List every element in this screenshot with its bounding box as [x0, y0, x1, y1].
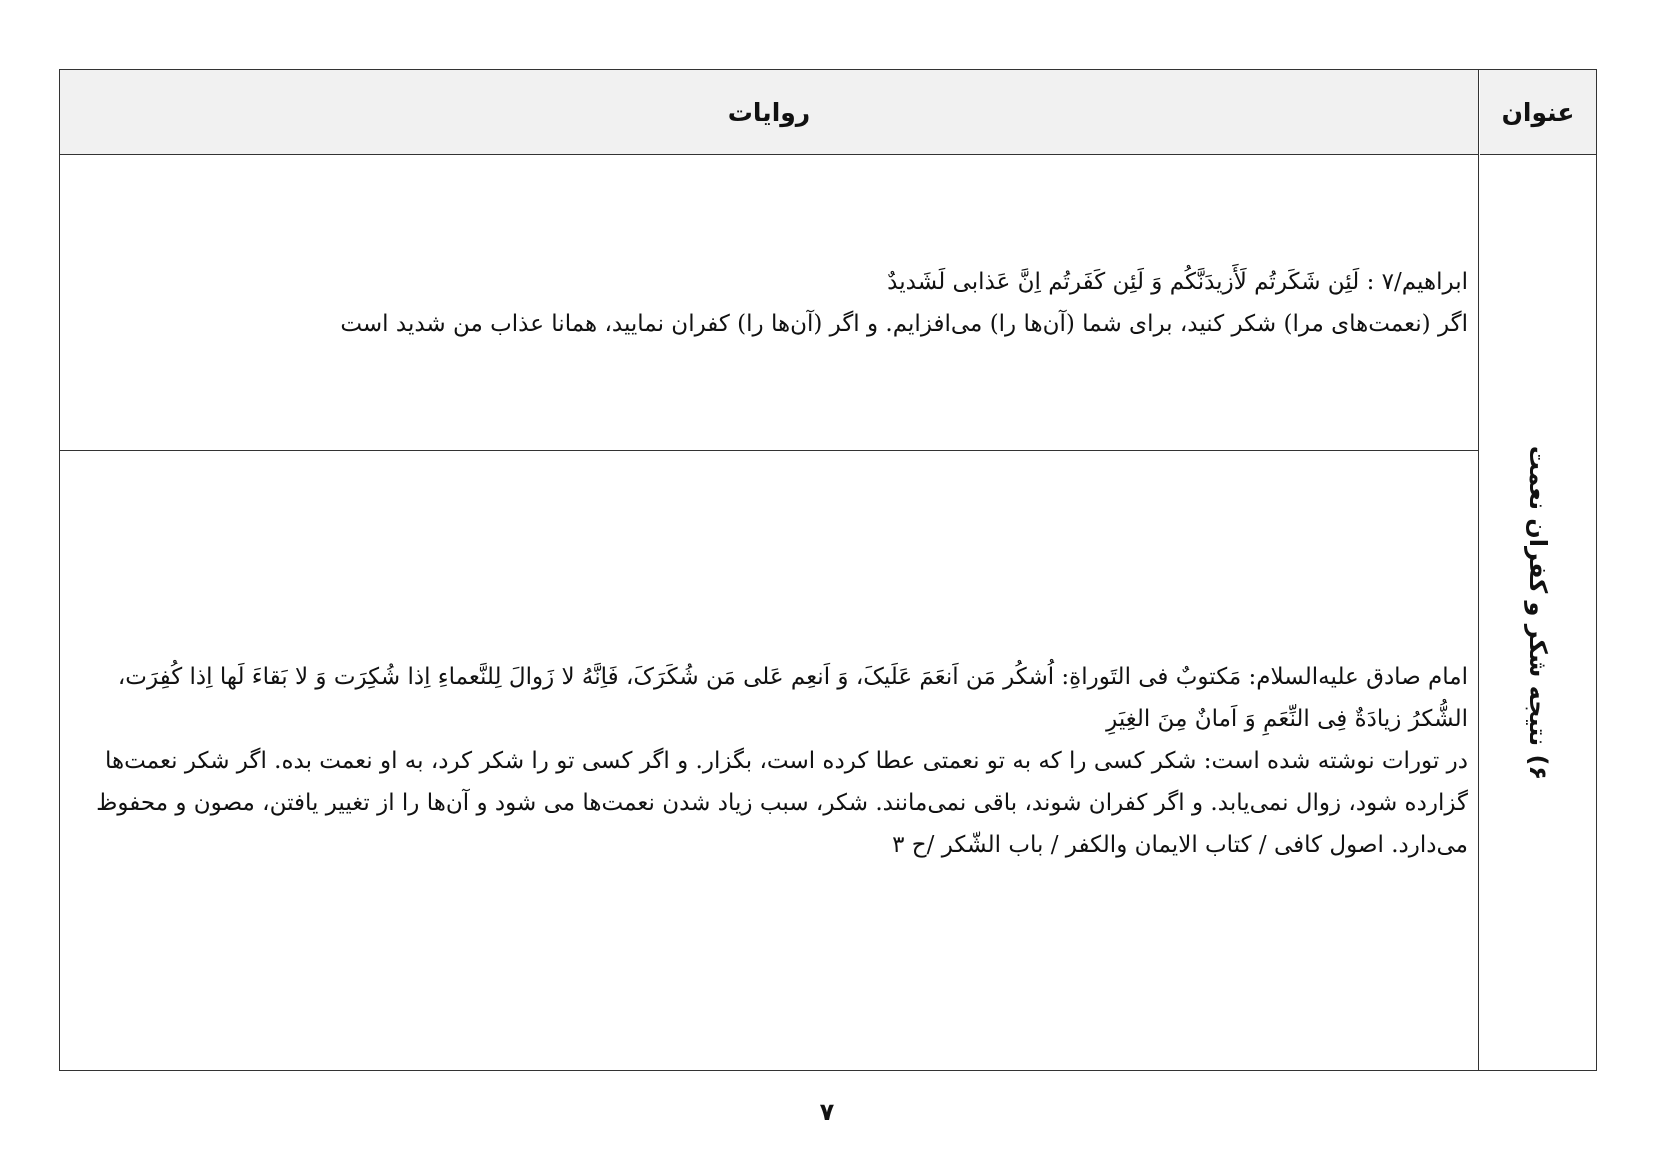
narration-1-text [76, 261, 1468, 345]
narration-row-2 [60, 451, 1478, 1070]
narration-2-arabic: امام صادق علیه‌السلام: مَکتوبٌ فی التَوراةِ: اُشکُر مَن اَنعَمَ عَلَیکَ، وَ اَنعِم عَلی مَن شُکَرَکَ، فَاِنَّهُ لا زَوالَ لِلنَّعماءِ اِذا شُکِرَت وَ لا بَقاءَ لَها اِذا کُفِرَت، الشُّکرُ زیادَةٌ فِی النِّعَمِ وَ اَمانٌ مِنَ الغِیَرِ [117, 663, 1468, 732]
section-title-cell [1480, 155, 1596, 1070]
narration-2-translation: در تورات نوشته شده است: شکر کسی را که به تو نعمتی عطا کرده است، بگزار. و اگر کسی تو را شکر کرد، به او نعمت بده. اگر شکر نعمت‌ها گزارده شود، زوال نمی‌یابد. و اگر کفران شوند، باقی نمی‌مانند. شکر، سبب زیاد شدن نعمت‌ها می شود و آن‌ها را از تغییر یافتن، مصون و محفوظ می‌دارد. اصول کافی / کتاب الایمان والکفر / باب الشّکر /ح ۳ [96, 747, 1468, 858]
narrations-table [59, 69, 1597, 1071]
narration-1-translation: اگر (نعمت‌های مرا) شکر کنید، برای شما (آن‌ها را) می‌افزایم. و اگر (آن‌ها را) کفران نمایید، همانا عذاب من شدید است [340, 310, 1468, 337]
page-number: ۷ [819, 1098, 835, 1126]
header-title: عنوان [1480, 70, 1596, 155]
narration-1-arabic: ابراهیم/۷ : لَئِن شَکَرتُم لَأَزیدَنَّکُم وَ لَئِن کَفَرتُم اِنَّ عَذابی لَشَدیدٌ [887, 268, 1468, 295]
narration-2-text [76, 656, 1468, 866]
narration-row-1 [60, 155, 1478, 451]
title-column [1478, 70, 1596, 1070]
section-title: ۶) نتیجه شکر و کفران نعمت [1524, 445, 1553, 780]
header-riwayat: روایات [60, 70, 1478, 155]
